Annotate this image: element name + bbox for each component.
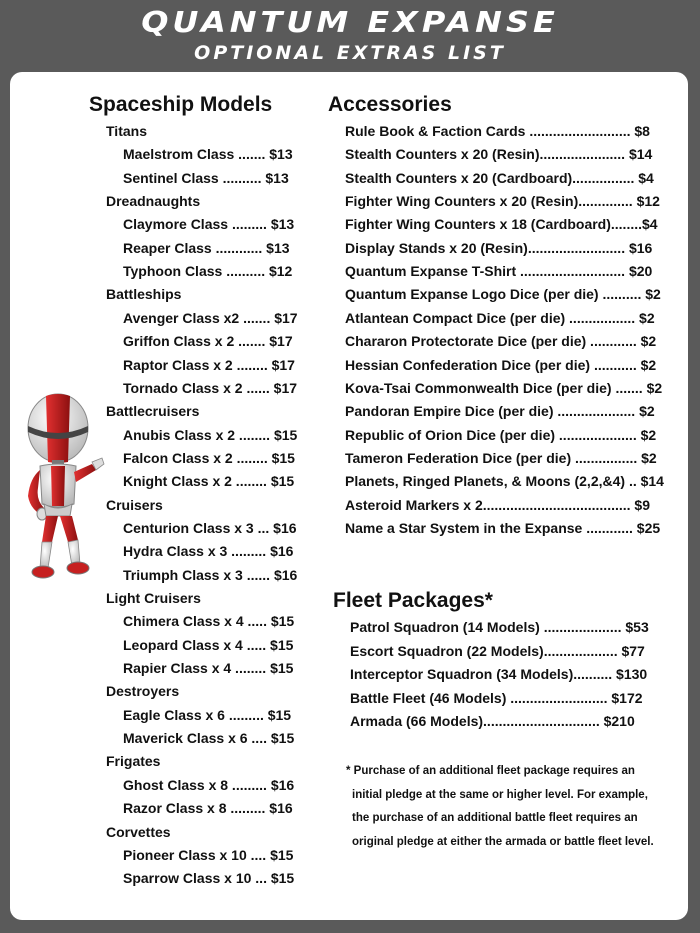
price-list-item: Kova-Tsai Commonwealth Dice (per die) ....... $2 (345, 379, 663, 396)
price-list-item: Tameron Federation Dice (per die) ................ $2 (345, 449, 657, 466)
price-list-item: Hydra Class x 3 ......... $16 (123, 543, 294, 560)
category-heading: Titans (106, 123, 147, 139)
price-list-item: Pioneer Class x 10 .... $15 (123, 846, 294, 863)
price-list-item: Interceptor Squadron (34 Models).......... $130 (350, 666, 648, 683)
price-list-item: Ghost Class x 8 ......... $16 (123, 776, 295, 793)
price-list-item: Stealth Counters x 20 (Cardboard)................ $4 (345, 169, 654, 186)
price-list-item: Atlantean Compact Dice (per die) ................. $2 (345, 309, 655, 326)
price-list-item: Rapier Class x 4 ........ $15 (123, 660, 294, 677)
price-list-item: Leopard Class x 4 ..... $15 (123, 636, 294, 653)
price-list-item: Pandoran Empire Dice (per die) .................... $2 (345, 403, 655, 420)
category-heading: Dreadnaughts (106, 193, 201, 210)
category-heading: Corvettes (106, 823, 171, 840)
price-list-item: Maelstrom Class ....... $13 (123, 146, 293, 163)
category-heading: Battleships (106, 286, 182, 303)
price-list-item: Asteroid Markers x 2...................................... $9 (345, 496, 650, 513)
price-list-item: Quantum Expanse Logo Dice (per die) .......... $2 (345, 286, 661, 303)
price-list-item: Fighter Wing Counters x 18 (Cardboard)........$4 (345, 216, 658, 233)
price-list-item: Fighter Wing Counters x 20 (Resin).............. $12 (345, 193, 660, 210)
spaceship-models-heading: Spaceship Models (89, 93, 273, 116)
price-list-item: Hessian Confederation Dice (per die) ........... $2 (345, 356, 657, 373)
category-heading: Frigates (106, 753, 161, 770)
price-list-item: Centurion Class x 3 ... $16 (123, 519, 297, 536)
price-list-item: Typhoon Class .......... $12 (123, 263, 293, 280)
category-heading: Destroyers (106, 683, 180, 700)
price-list-item: Griffon Class x 2 ....... $17 (123, 333, 293, 350)
price-list-item: Raptor Class x 2 ........ $17 (123, 356, 295, 373)
price-list-item: Eagle Class x 6 ......... $15 (123, 706, 292, 723)
page-title: QUANTUM EXPANSE (141, 4, 559, 40)
price-list-item: Maverick Class x 6 .... $15 (123, 730, 295, 747)
page-header (0, 0, 700, 72)
price-list-item: Razor Class x 8 ......... $16 (123, 800, 293, 817)
category-heading: Cruisers (106, 496, 163, 513)
price-list-item: Falcon Class x 2 ........ $15 (123, 449, 295, 466)
price-list-item: Quantum Expanse T-Shirt ........................... $20 (345, 263, 653, 280)
robot-mascot-illustration (18, 392, 108, 580)
category-heading: Battlecruisers (106, 403, 200, 420)
price-list-item: Sentinel Class .......... $13 (123, 169, 289, 186)
price-list-item: Armada (66 Models).............................. $210 (350, 713, 635, 730)
footnote-line: original pledge at either the armada or battle fleet level. (352, 835, 654, 848)
price-list-item: Avenger Class x2 ....... $17 (123, 309, 298, 326)
price-list-item: Planets, Ringed Planets, & Moons (2,2,&4) .. $14 (345, 473, 664, 490)
price-list-item: Rule Book & Faction Cards .......................... $8 (345, 123, 650, 139)
category-heading: Light Cruisers (106, 590, 201, 606)
price-list-item: Stealth Counters x 20 (Resin)...................... $14 (345, 146, 653, 163)
price-list-item: Republic of Orion Dice (per die) .................... $2 (345, 426, 657, 443)
price-list-item: Reaper Class ............ $13 (123, 239, 290, 256)
footnote-line: initial pledge at the same or higher level. For example, (352, 788, 648, 801)
page-subtitle: OPTIONAL EXTRAS LIST (194, 42, 506, 64)
price-list-item: Escort Squadron (22 Models)................... $77 (350, 642, 645, 659)
price-list-item: Sparrow Class x 10 ... $15 (123, 870, 295, 887)
price-list-item: Claymore Class ......... $13 (123, 216, 295, 233)
accessories-heading: Accessories (328, 93, 452, 116)
footnote-line: the purchase of an additional battle fleet requires an (352, 812, 638, 824)
price-list-item: Chararon Protectorate Dice (per die) ............ $2 (345, 333, 657, 350)
price-list-item: Display Stands x 20 (Resin)......................... $16 (345, 239, 653, 256)
price-list-item: Battle Fleet (46 Models) ......................... $172 (350, 689, 643, 706)
price-list-item: Tornado Class x 2 ...... $17 (123, 379, 298, 396)
price-list-item: Triumph Class x 3 ...... $16 (123, 566, 298, 583)
price-list-item: Knight Class x 2 ........ $15 (123, 473, 295, 490)
price-list-item: Name a Star System in the Expanse ............ $25 (345, 519, 661, 536)
price-list-item: Patrol Squadron (14 Models) .................... $53 (350, 619, 649, 635)
fleet-footnote (346, 760, 654, 854)
fleet-packages-heading: Fleet Packages* (333, 589, 493, 612)
price-list-item: Chimera Class x 4 ..... $15 (123, 613, 295, 630)
price-list-item: Anubis Class x 2 ........ $15 (123, 426, 298, 443)
footnote-line: * Purchase of an additional fleet package requires an (346, 765, 635, 777)
